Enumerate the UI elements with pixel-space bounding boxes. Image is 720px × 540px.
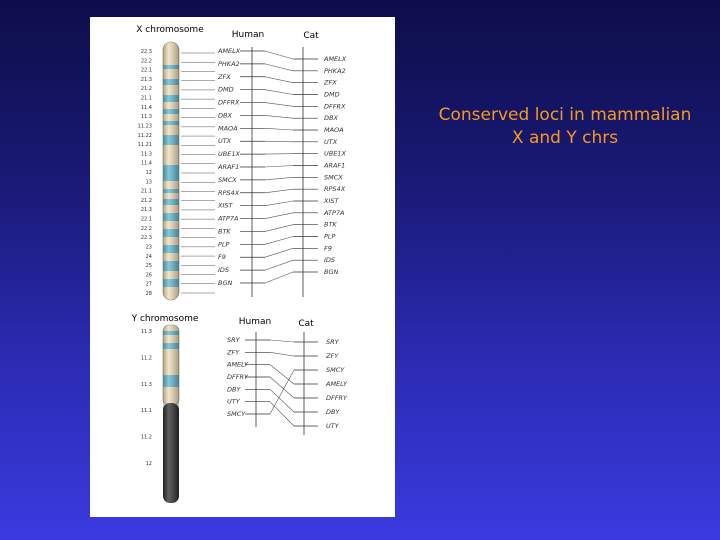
x-cat-gene: DBX [324,114,338,123]
x-band-label: 21.2 [140,86,152,93]
y-cat-header: Cat [298,319,314,329]
y-homology-link [270,365,294,384]
y-cat-gene: ZFY [326,352,339,360]
x-human-gene: DMD [218,85,234,94]
x-human-gene: IDS [218,266,230,275]
y-human-gene: ZFY [227,348,240,357]
x-human-gene: PHKA2 [218,59,240,68]
x-band-label: 26 [145,272,152,279]
x-band-label: 22.3 [140,49,152,55]
x-band-label: 22.1 [140,67,152,74]
x-band-label: 21.1 [140,95,152,102]
x-cat-gene: SMCX [324,173,343,182]
y-human-gene: UTY [227,397,240,406]
x-band-label: 21.1 [140,188,152,195]
x-cat-gene: BGN [324,268,339,276]
y-cat-gene: AMELY [326,380,348,388]
x-band-label: 13 [145,179,152,186]
x-homology-link [265,115,293,118]
chromosome-diagram [90,17,395,517]
x-band-label: 11.3 [140,151,152,158]
x-homology-link [265,272,293,283]
y-homology-link [270,402,294,426]
y-band-label: 11.2 [140,355,152,362]
y-homology-link [270,370,294,414]
y-human-header: Human [238,317,272,327]
x-band-label: 22.2 [140,225,152,232]
x-human-gene: ARAF1 [218,163,240,171]
x-homology-link [265,64,293,71]
x-band-label: 21.3 [140,207,152,214]
x-homology-link [265,166,293,168]
x-human-gene: SMCX [218,175,237,184]
slide-caption [420,104,710,150]
y-homology-link [270,389,294,412]
y-homology-link [270,340,294,342]
y-homology-link [270,377,294,398]
y-human-gene: AMELY [227,360,249,369]
x-homology-link [265,90,293,95]
x-homology-link [265,213,293,219]
y-cat-gene: SMCY [326,366,345,374]
x-band-label: 11.4 [140,104,152,111]
x-human-gene: DFFRX [218,98,240,107]
x-human-header: Human [231,30,265,40]
x-homology-link [265,248,293,257]
y-chromosome-header: Y chromosome [131,314,199,324]
y-human-gene: DFFRY [227,373,248,381]
y-cat-gene: DFFRY [326,394,347,402]
x-band-label: 11.3 [140,114,152,121]
y-band-label: 12 [145,461,152,467]
x-cat-gene: AMELX [324,55,347,63]
chromosome-figure [90,17,395,517]
x-cat-gene: IDS [324,256,336,265]
y-band-label: 11.3 [140,381,152,388]
x-band-label: 21.2 [140,197,152,204]
x-band-label: 28 [145,291,152,297]
y-band-labels [141,329,152,467]
x-band-label: 25 [145,263,152,270]
caption-line-2: X and Y chrs [511,128,619,148]
x-band-label: 11.23 [137,123,152,130]
x-homology-link [265,225,293,232]
y-homology-link [270,352,294,356]
x-human-gene: UBE1X [218,150,240,159]
x-homology-link [265,260,293,270]
x-cat-gene: F9 [324,244,332,253]
x-human-gene: UTX [218,137,232,146]
x-band-label: 27 [145,281,152,288]
x-cat-gene: ATP7A [324,208,345,217]
y-chromosome-ideogram [163,325,179,503]
x-human-gene: BTK [218,227,231,236]
x-band-label: 11.21 [137,142,152,149]
y-human-gene: SMCY [227,410,246,418]
y-human-loci [226,336,270,418]
x-band-label: 24 [145,253,152,260]
x-homology-link [265,77,293,83]
x-cat-gene: XIST [324,197,339,205]
y-band-label: 11.3 [140,329,152,335]
x-homology-link [265,201,293,206]
x-cat-gene: DMD [324,90,340,99]
x-band-label: 11.22 [137,132,152,139]
x-homology-link [265,103,293,107]
x-human-gene: F9 [218,253,226,262]
x-cat-loci [293,55,347,276]
x-chromosome-ideogram [163,42,179,300]
x-cat-gene: MAOA [324,126,344,134]
x-human-gene: PLP [218,240,230,249]
x-homology-link [265,141,293,142]
x-human-gene: XIST [218,201,233,210]
x-cat-gene: PHKA2 [324,66,346,75]
y-cat-loci [294,338,348,430]
x-human-gene: RPS4X [218,188,240,197]
x-cat-gene: DFFRX [324,102,346,111]
x-band-label: 12 [145,170,152,176]
x-cat-gene: PLP [324,232,336,241]
x-homology-link [265,177,293,180]
x-homology-link [265,51,293,59]
x-human-gene: DBX [218,111,232,120]
x-human-loci [217,47,265,287]
y-cat-gene: SRY [326,338,339,346]
x-human-gene: ATP7A [218,214,239,223]
x-band-label: 22.2 [140,58,152,65]
x-cat-gene: RPS4X [324,185,346,194]
x-human-gene: AMELX [218,47,241,55]
x-human-gene: ZFX [218,72,231,81]
x-band-label: 22.1 [140,216,152,223]
x-homology-link [265,237,293,245]
x-homology-link [265,128,293,130]
x-cat-header: Cat [303,31,319,41]
x-cat-gene: ARAF1 [324,161,346,170]
x-band-label: 11.4 [140,160,152,167]
x-human-gene: BGN [218,279,233,287]
y-band-label: 11.1 [140,408,152,415]
x-band-label: 21.3 [140,76,152,83]
y-cat-gene: UTY [326,422,339,430]
y-homology-links [270,340,294,426]
x-band-label: 22.3 [140,235,152,242]
x-cat-gene: BTK [324,220,337,229]
x-cat-gene: UTX [324,137,338,146]
caption-line-1: Conserved loci in mammalian [438,105,692,125]
x-band-label: 23 [145,244,152,251]
x-human-gene: MAOA [218,124,238,133]
y-band-label: 11.2 [140,434,152,441]
x-cat-gene: UBE1X [324,149,346,158]
y-human-gene: SRY [227,336,240,344]
y-cat-gene: DBY [326,408,340,416]
x-chromosome-header: X chromosome [136,25,204,35]
y-human-gene: DBY [227,385,241,394]
x-cat-gene: ZFX [324,78,337,87]
x-homology-link [265,189,293,193]
x-homology-links [265,51,293,283]
